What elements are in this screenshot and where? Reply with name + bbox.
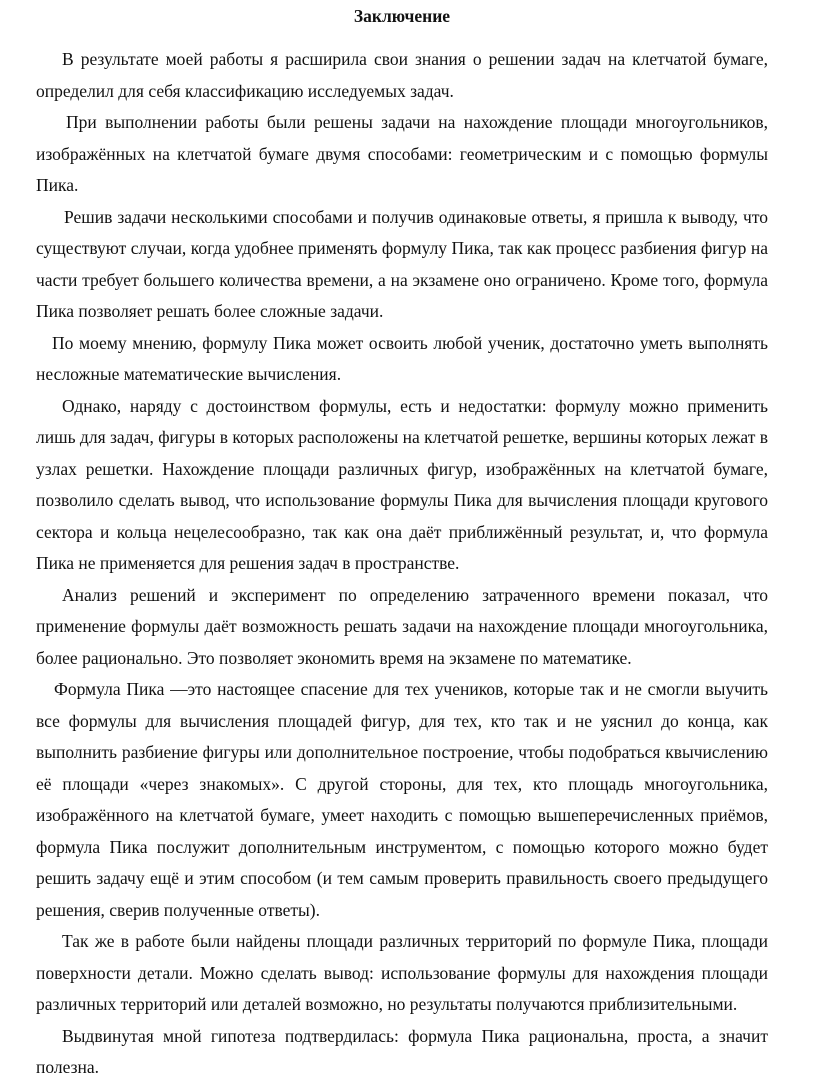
paragraph-8: Так же в работе были найдены площади различных территорий по формуле Пика, площади поверхности детали. Можно сделать вывод: использование формулы для нахождения площади различных территорий или деталей возможно, но результаты получаются приблизительными. [36,931,768,1014]
paragraph-1: В результате моей работы я расширила свои знания о решении задач на клетчатой бумаге, определил для себя классификацию исследуемых задач. [36,49,768,101]
paragraph-2: При выполнении работы были решены задачи на нахождение площади многоугольников, изображённых на клетчатой бумаге двумя способами: геометрическим и с помощью формулы Пика. [36,112,768,195]
page-title: Заключение [353,6,451,26]
paragraph-7: Формула Пика —это настоящее спасение для тех учеников, которые так и не смогли выучить все формулы для вычисления площадей фигур, для тех, кто так и не уяснил до конца, как выполнить разбиение фигуры или дополнительное построение, чтобы подобраться квычислению её площади «через знакомых». С другой стороны, для тех, кто площадь многоугольника, изображённого на клетчатой бумаге, умеет находить с помощью вышеперечисленных приёмов, формула Пика послужит дополнительным инструментом, с помощью которого можно будет решить задачу ещё и этим способом (и тем самым проверить правильность своего предыдущего решения, сверив полученные ответы). [36,679,768,920]
paragraph-9: Выдвинутая мной гипотеза подтвердилась: формула Пика рациональна, проста, а значит полезна. [36,1025,768,1077]
paragraph-4: По моему мнению, формулу Пика может освоить любой ученик, достаточно уметь выполнять несложные математические вычисления. [36,332,768,384]
paragraph-6: Анализ решений и эксперимент по определению затраченного времени показал, что применение формулы даёт возможность решать задачи на нахождение площади многоугольника, более рационально. Это позволяет экономить время на экзамене по математике. [36,584,768,668]
paragraph-5: Однако, наряду с достоинством формулы, есть и недостатки: формулу можно применить лишь для задач, фигуры в которых расположены на клетчатой решетке, вершины которых лежат в узлах решетки. Нахождение площади различных фигур, изображённых на клетчатой бумаге, позволило сделать вывод, что использование формулы Пика для вычисления площади кругового сектора и кольца нецелесообразно, так как она даёт приближённый результат, и, что формула Пика не применяется для решения задач в пространстве. [36,395,768,573]
paragraph-3: Решив задачи несколькими способами и получив одинаковые ответы, я пришла к выводу, что существуют случаи, когда удобнее применять формулу Пика, так как процесс разбиения фигур на части требует большего количества времени, а на экзамене оно ограничено. Кроме того, формула Пика позволяет решать более сложные задачи. [36,206,768,321]
